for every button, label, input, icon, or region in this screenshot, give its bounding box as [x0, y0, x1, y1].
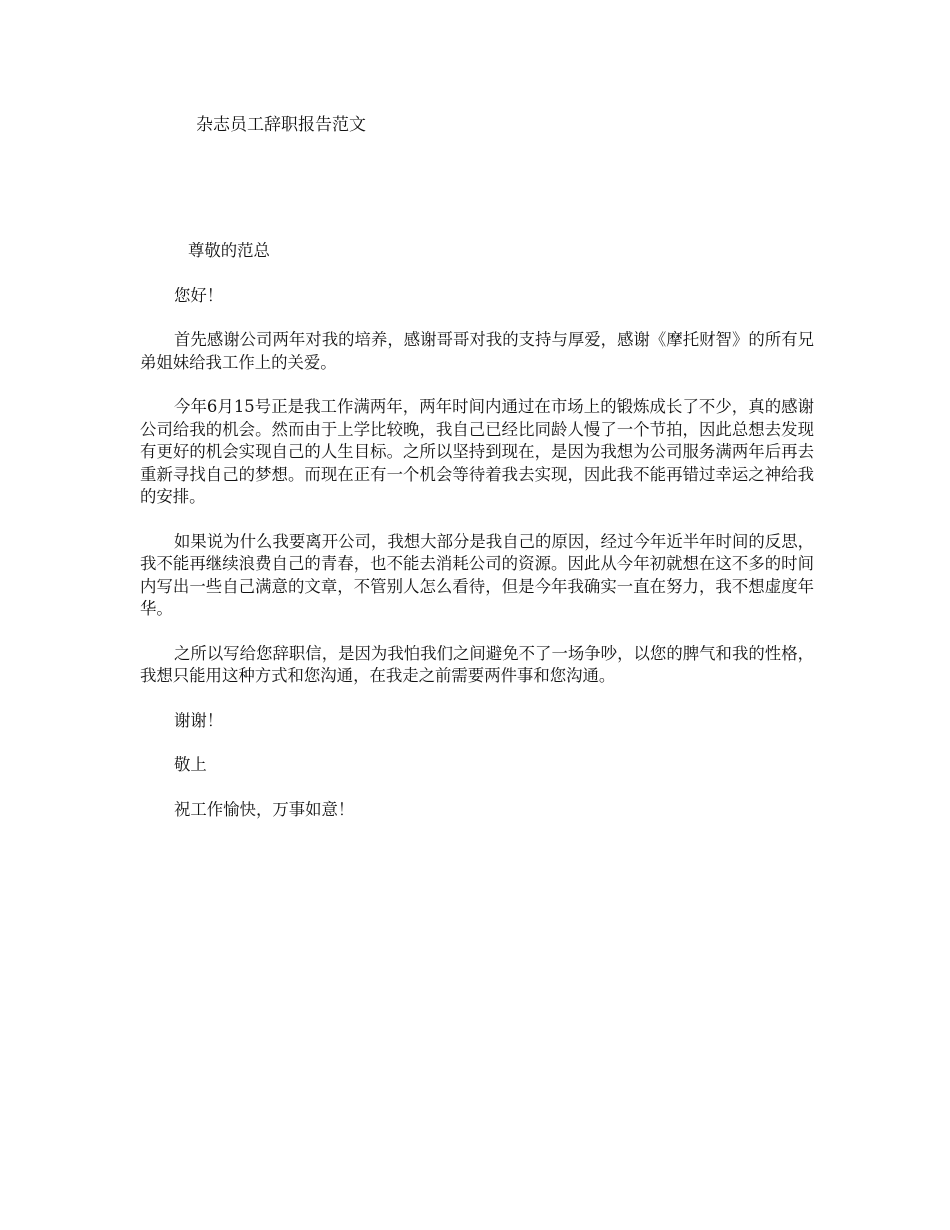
document-title: 杂志员工辞职报告范文	[196, 115, 366, 135]
paragraph: 如果说为什么我要离开公司，我想大部分是我自己的原因，经过今年近半年时间的反思，我不能再继续浪费自己的青春，也不能去消耗公司的资源。因此从今年初就想在这不多的时间内写出一些自己满意的文章，不管别人怎么看待，但是今年我确实一直在努力，我不想虚度年华。	[140, 531, 814, 618]
salutation: 尊敬的范总	[188, 241, 270, 260]
respectfully-line: 敬上	[174, 755, 207, 774]
closing-line: 祝工作愉快，万事如意！	[174, 799, 355, 819]
paragraph: 之所以写给您辞职信，是因为我怕我们之间避免不了一场争吵，以您的脾气和我的性格，我想只能用这种方式和您沟通，在我走之前需要两件事和您沟通。	[140, 643, 814, 685]
greeting: 您好！	[174, 285, 224, 305]
letter-body	[140, 240, 814, 843]
thanks-line: 谢谢！	[174, 710, 224, 730]
paragraph: 首先感谢公司两年对我的培养，感谢哥哥对我的支持与厚爱，感谢《摩托财智》的所有兄弟姐妹给我工作上的关爱。	[140, 330, 814, 372]
paragraph: 今年6月15号正是我工作满两年，两年时间内通过在市场上的锻炼成长了不少，真的感谢公司给我的机会。然而由于上学比较晚，我自己已经比同龄人慢了一个节拍，因此总想去发现有更好的机会实现自己的人生目标。之所以坚持到现在，是因为我想为公司服务满两年后再去重新寻找自己的梦想。而现在正有一个机会等待着我去实现，因此我不能再错过幸运之神给我的安排。	[140, 397, 814, 506]
